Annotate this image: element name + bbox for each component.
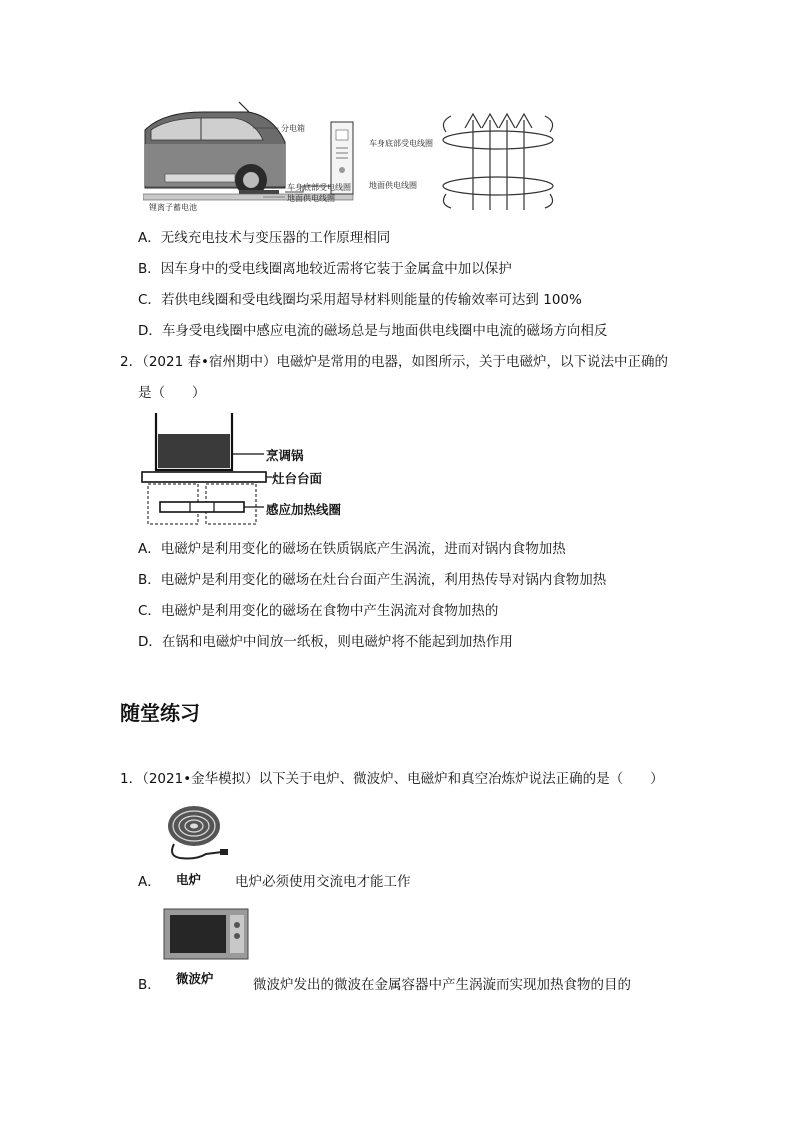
p1-number: 1． xyxy=(120,771,143,787)
q2-option-a[interactable]: A．电磁炉是利用变化的磁场在铁质锅底产生涡流，进而对锅内食物加热 xyxy=(138,541,566,557)
induction-cooker-figure xyxy=(140,408,370,526)
label-stove-top: 灶台台面 xyxy=(272,471,323,486)
p1-stem-text: （2021•金华模拟）以下关于电炉、微波炉、电磁炉和真空冶炼炉说法正确的是（ ） xyxy=(142,771,664,787)
ev-charging-illustration xyxy=(143,100,563,212)
q1-option-c[interactable]: C．若供电线圈和受电线圈均采用超导材料则能量的传输效率可达到 100% xyxy=(138,292,582,308)
label-ground-coil: 地面供电线圈 xyxy=(287,194,335,203)
p1-option-a-letter[interactable]: A． xyxy=(138,874,161,890)
q1-option-d[interactable]: D．车身受电线圈中感应电流的磁场总是与地面供电线圈中电流的磁场方向相反 xyxy=(138,323,608,339)
label-car-coil: 车身底部受电线圈 xyxy=(287,183,351,192)
microwave-caption: 微波炉 xyxy=(176,971,214,986)
q2-stem-line2: 是（ ） xyxy=(138,385,206,401)
q1-option-a[interactable]: A．无线充电技术与变压器的工作原理相同 xyxy=(138,230,391,246)
microwave-icon xyxy=(162,905,250,963)
label-pot: 烹调锅 xyxy=(266,448,304,463)
q2-option-c[interactable]: C．电磁炉是利用变化的磁场在食物中产生涡流对食物加热的 xyxy=(138,603,499,619)
q2-number: 2． xyxy=(120,354,143,370)
p1-stem xyxy=(120,770,664,788)
q2-stem xyxy=(120,353,668,371)
label-heating-coil: 感应加热线圈 xyxy=(266,502,342,517)
q2-stem-text: （2021 春•宿州期中）电磁炉是常用的电器，如图所示，关于电磁炉，以下说法中正确的 xyxy=(142,354,668,370)
microwave-figure xyxy=(162,905,252,993)
electric-stove-icon xyxy=(160,800,230,870)
p1-option-a-text: 电炉必须使用交流电才能工作 xyxy=(235,874,411,890)
label-distributor: 分电箱 xyxy=(281,124,305,133)
q2-option-b[interactable]: B．电磁炉是利用变化的磁场在灶台台面产生涡流，利用热传导对锅内食物加热 xyxy=(138,572,607,588)
section-title: 随堂练习 xyxy=(120,701,200,725)
q1-option-b[interactable]: B．因车身中的受电线圈离地较近需将它装于金属盒中加以保护 xyxy=(138,261,512,277)
label-right-ground-coil: 地面供电线圈 xyxy=(369,181,417,190)
p1-option-b-text: 微波炉发出的微波在金属容器中产生涡漩而实现加热食物的目的 xyxy=(253,977,631,993)
label-right-car-coil: 车身底部受电线圈 xyxy=(369,139,433,148)
label-battery: 锂离子蓄电池 xyxy=(149,203,197,212)
electric-stove-figure xyxy=(160,800,230,892)
ev-charging-figure xyxy=(143,100,563,212)
electric-stove-caption: 电炉 xyxy=(176,872,202,887)
p1-option-b-letter[interactable]: B． xyxy=(138,977,161,993)
q2-option-d[interactable]: D．在锅和电磁炉中间放一纸板，则电磁炉将不能起到加热作用 xyxy=(138,634,513,650)
